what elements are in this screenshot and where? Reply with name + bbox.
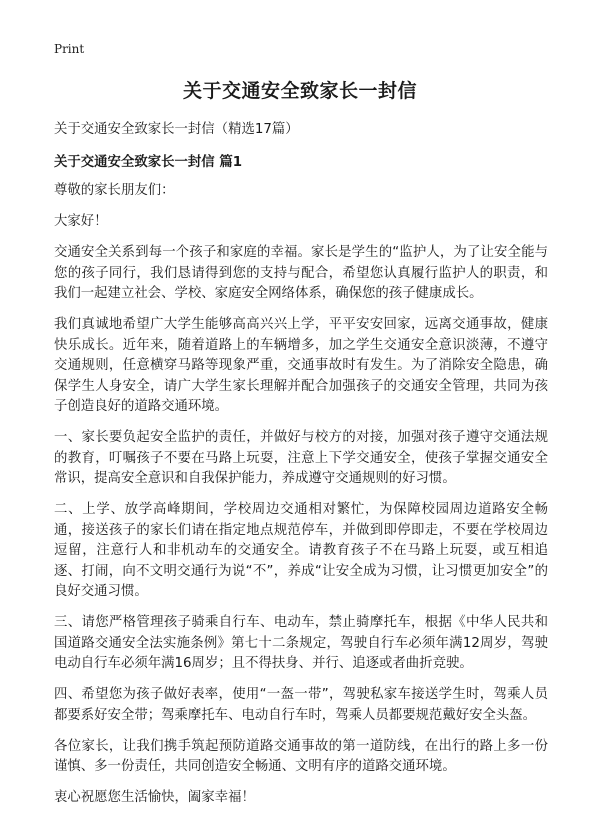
body-paragraph: 二、上学、放学高峰期间，学校周边交通相对繁忙，为保障校园周边道路安全畅通，接送孩子的家长们请在指定地点规范停车，并做到即停即走，不要在学校周边逗留，注意行人和非机动车的交通安全。请教育孩子不在马路上玩耍，或互相追逐、打闹，向不文明交通行为说“不”，养成“让安全成为习惯，让习惯更加安全”的良好交通习惯。 xyxy=(54,502,548,599)
letter-body xyxy=(54,181,548,819)
body-paragraph: 三、请您严格管理孩子骑乘自行车、电动车，禁止骑摩托车，根据《中华人民共和国道路交通安全法实施条例》第七十二条规定，驾驶自行车必须年满12周岁，驾驶电动自行车必须年满16周岁；且不得扶身、并行、追逐或者曲折竞驶。 xyxy=(54,615,548,671)
body-paragraph: 四、希望您为孩子做好表率，使用“一盔一带”，驾驶私家车接送学生时，驾乘人员都要系好安全带；驾乘摩托车、电动自行车时，驾乘人员都要规范戴好安全头盔。 xyxy=(54,687,548,723)
body-paragraph: 一、家长要负起安全监护的责任，并做好与校方的对接，加强对孩子遵守交通法规的教育，叮嘱孩子不要在马路上玩耍，注意上下学交通安全，使孩子掌握交通安全常识，提高安全意识和自我保护能力，养成遵守交通规则的好习惯。 xyxy=(54,430,548,486)
greeting: 尊敬的家长朋友们： xyxy=(54,183,175,198)
salutation: 大家好！ xyxy=(54,214,108,229)
document-subtitle: 关于交通安全致家长一封信（精选17篇） xyxy=(54,122,299,137)
document-title: 关于交通安全致家长一封信 xyxy=(182,80,417,102)
print-link[interactable]: Print xyxy=(54,42,85,56)
body-paragraph: 我们真诚地希望广大学生能够高高兴兴上学，平平安安回家，远离交通事故，健康快乐成长。近年来，随着道路上的车辆增多，加之学生交通安全意识淡薄，不遵守交通规则，任意横穿马路等现象严重，交通事故时有发生。为了消除安全隐患，确保学生人身安全，请广大学生家长理解并配合加强孩子的交通安全管理，共同为孩子创造良好的道路交通环境。 xyxy=(54,317,548,414)
body-paragraph: 交通安全关系到每一个孩子和家庭的幸福。家长是学生的“监护人，为了让安全能与您的孩子同行，我们恳请得到您的支持与配合，希望您认真履行监护人的职责，和我们一起建立社会、学校、家庭安全网络体系，确保您的孩子健康成长。 xyxy=(54,245,548,301)
section-title: 关于交通安全致家长一封信 篇1 xyxy=(54,155,243,170)
closing: 衷心祝愿您生活愉快，阖家幸福！ xyxy=(54,790,255,805)
body-paragraph: 各位家长，让我们携手筑起预防道路交通事故的第一道防线，在出行的路上多一份谨慎、多一份责任，共同创造安全畅通、文明有序的道路交通环境。 xyxy=(54,738,548,774)
